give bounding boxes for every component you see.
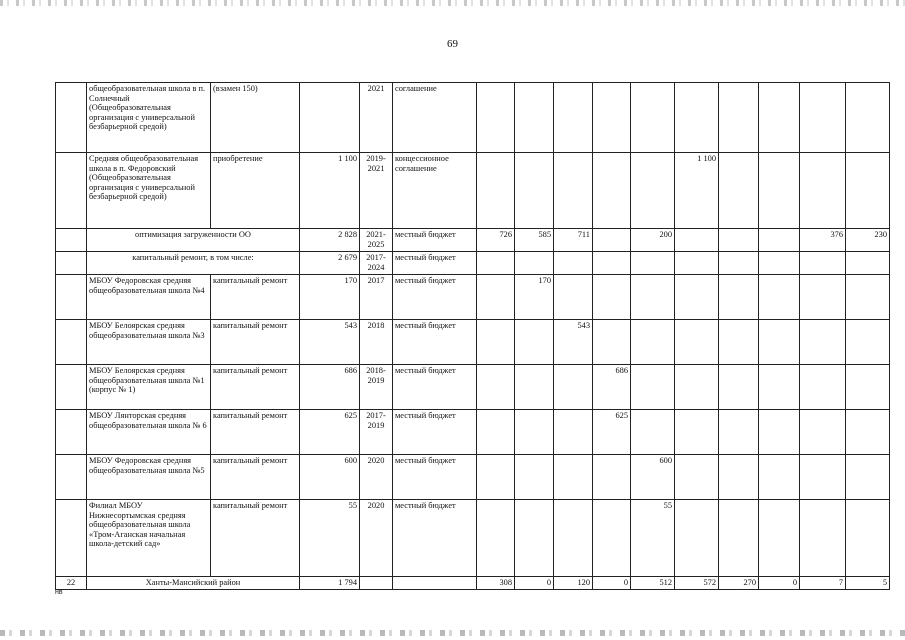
year-value-cell <box>719 455 759 500</box>
year-value-cell <box>593 252 631 275</box>
years-cell: 2019-2021 <box>360 153 393 229</box>
funding-source-cell: местный бюджет <box>393 252 477 275</box>
amount-cell: 625 <box>300 410 360 455</box>
table-row <box>56 410 890 455</box>
years-cell: 2021 <box>360 83 393 153</box>
year-value-cell <box>477 455 515 500</box>
scan-edge-bottom <box>0 630 905 636</box>
year-value-cell <box>800 500 846 577</box>
year-value-cell <box>593 320 631 365</box>
row-number-cell <box>56 500 87 577</box>
year-value-cell <box>631 252 675 275</box>
amount-cell: 1 100 <box>300 153 360 229</box>
table-row <box>56 320 890 365</box>
year-value-cell <box>554 410 593 455</box>
year-value-cell <box>759 83 800 153</box>
year-value-cell <box>477 320 515 365</box>
funding-source-cell: концессионное соглашение <box>393 153 477 229</box>
object-name-cell: МБОУ Федоровская средняя общеобразовательная школа №5 <box>87 455 211 500</box>
year-value-cell <box>631 275 675 320</box>
year-value-cell: 585 <box>515 229 554 252</box>
year-value-cell <box>554 365 593 410</box>
year-value-cell: 726 <box>477 229 515 252</box>
year-value-cell: 270 <box>719 577 759 590</box>
row-number-cell <box>56 153 87 229</box>
year-value-cell <box>675 455 719 500</box>
year-value-cell <box>554 252 593 275</box>
year-value-cell <box>759 229 800 252</box>
year-value-cell: 0 <box>759 577 800 590</box>
work-type-cell: приобретение <box>211 153 300 229</box>
funding-source-cell: местный бюджет <box>393 500 477 577</box>
year-value-cell <box>846 500 890 577</box>
year-value-cell <box>593 275 631 320</box>
year-value-cell <box>593 500 631 577</box>
year-value-cell: 0 <box>515 577 554 590</box>
year-value-cell <box>800 275 846 320</box>
year-value-cell: 1 100 <box>675 153 719 229</box>
amount-cell <box>300 83 360 153</box>
row-title-cell: капитальный ремонт, в том числе: <box>87 252 300 275</box>
table-row <box>56 275 890 320</box>
year-value-cell <box>477 252 515 275</box>
year-value-cell: 512 <box>631 577 675 590</box>
work-type-cell: капитальный ремонт <box>211 500 300 577</box>
year-value-cell <box>846 455 890 500</box>
year-value-cell: 200 <box>631 229 675 252</box>
year-value-cell <box>719 365 759 410</box>
year-value-cell <box>675 229 719 252</box>
year-value-cell <box>477 500 515 577</box>
amount-cell: 1 794 <box>300 577 360 590</box>
year-value-cell <box>477 153 515 229</box>
row-number-cell <box>56 252 87 275</box>
years-cell: 2020 <box>360 500 393 577</box>
work-type-cell: капитальный ремонт <box>211 320 300 365</box>
years-cell: 2017-2024 <box>360 252 393 275</box>
funding-source-cell <box>393 577 477 590</box>
year-value-cell <box>759 410 800 455</box>
table-row <box>56 83 890 153</box>
year-value-cell <box>759 365 800 410</box>
year-value-cell <box>719 275 759 320</box>
year-value-cell <box>719 410 759 455</box>
row-title-cell: оптимизация загруженности ОО <box>87 229 300 252</box>
year-value-cell: 625 <box>593 410 631 455</box>
year-value-cell <box>800 83 846 153</box>
year-value-cell <box>675 275 719 320</box>
year-value-cell <box>515 320 554 365</box>
row-number-cell <box>56 275 87 320</box>
row-number-cell <box>56 365 87 410</box>
table-row <box>56 153 890 229</box>
object-name-cell: Филиал МБОУ Нижнесортымская средняя общеобразовательная школа «Тром-Аганская начальная школа-детский сад» <box>87 500 211 577</box>
row-number-cell <box>56 229 87 252</box>
year-value-cell <box>515 83 554 153</box>
year-value-cell <box>800 410 846 455</box>
year-value-cell <box>554 83 593 153</box>
year-value-cell: 376 <box>800 229 846 252</box>
year-value-cell <box>719 252 759 275</box>
work-type-cell: капитальный ремонт <box>211 455 300 500</box>
year-value-cell <box>593 229 631 252</box>
year-value-cell: 230 <box>846 229 890 252</box>
amount-cell: 600 <box>300 455 360 500</box>
amount-cell: 2 679 <box>300 252 360 275</box>
year-value-cell <box>593 83 631 153</box>
row-number-cell <box>56 410 87 455</box>
funding-source-cell: соглашение <box>393 83 477 153</box>
year-value-cell <box>515 252 554 275</box>
year-value-cell <box>846 320 890 365</box>
year-value-cell <box>554 153 593 229</box>
year-value-cell <box>719 83 759 153</box>
funding-source-cell: местный бюджет <box>393 320 477 365</box>
year-value-cell: 170 <box>515 275 554 320</box>
year-value-cell <box>675 410 719 455</box>
year-value-cell <box>800 252 846 275</box>
year-value-cell <box>477 410 515 455</box>
year-value-cell <box>675 320 719 365</box>
year-value-cell <box>759 252 800 275</box>
year-value-cell <box>800 455 846 500</box>
funding-source-cell: местный бюджет <box>393 229 477 252</box>
year-value-cell <box>759 153 800 229</box>
table-row <box>56 455 890 500</box>
footer-mark: нв <box>55 589 63 596</box>
table-row <box>56 500 890 577</box>
row-number-cell: 22 <box>56 577 87 590</box>
funding-source-cell: местный бюджет <box>393 455 477 500</box>
year-value-cell: 55 <box>631 500 675 577</box>
year-value-cell <box>515 365 554 410</box>
year-value-cell <box>631 410 675 455</box>
year-value-cell <box>846 410 890 455</box>
year-value-cell <box>515 500 554 577</box>
amount-cell: 2 828 <box>300 229 360 252</box>
year-value-cell <box>719 229 759 252</box>
year-value-cell <box>631 153 675 229</box>
object-name-cell: Средняя общеобразовательная школа в п. Федоровский (Общеобразовательная организация с универсальной безбарьерной средой) <box>87 153 211 229</box>
row-title-cell: Ханты-Мансийский район <box>87 577 300 590</box>
years-cell: 2018 <box>360 320 393 365</box>
year-value-cell: 7 <box>800 577 846 590</box>
row-number-cell <box>56 320 87 365</box>
year-value-cell <box>846 153 890 229</box>
year-value-cell <box>675 83 719 153</box>
row-number-cell <box>56 83 87 153</box>
year-value-cell <box>477 365 515 410</box>
year-value-cell <box>846 275 890 320</box>
table-row <box>56 252 890 275</box>
year-value-cell <box>719 500 759 577</box>
data-table <box>55 82 890 590</box>
year-value-cell: 120 <box>554 577 593 590</box>
years-cell: 2021-2025 <box>360 229 393 252</box>
year-value-cell <box>515 455 554 500</box>
year-value-cell <box>846 252 890 275</box>
year-value-cell <box>515 153 554 229</box>
table-row <box>56 365 890 410</box>
year-value-cell <box>631 320 675 365</box>
funding-source-cell: местный бюджет <box>393 365 477 410</box>
year-value-cell <box>675 500 719 577</box>
year-value-cell <box>800 365 846 410</box>
years-cell: 2017 <box>360 275 393 320</box>
amount-cell: 686 <box>300 365 360 410</box>
years-cell: 2018-2019 <box>360 365 393 410</box>
year-value-cell: 711 <box>554 229 593 252</box>
year-value-cell <box>554 500 593 577</box>
page-number: 69 <box>447 38 458 50</box>
year-value-cell: 308 <box>477 577 515 590</box>
year-value-cell <box>800 320 846 365</box>
year-value-cell <box>846 83 890 153</box>
scan-edge-top <box>0 0 905 6</box>
years-cell: 2020 <box>360 455 393 500</box>
work-type-cell: (взамен 150) <box>211 83 300 153</box>
year-value-cell <box>631 83 675 153</box>
object-name-cell: МБОУ Федоровская средняя общеобразовательная школа №4 <box>87 275 211 320</box>
year-value-cell <box>675 252 719 275</box>
year-value-cell <box>477 275 515 320</box>
year-value-cell: 572 <box>675 577 719 590</box>
table-row <box>56 229 890 252</box>
work-type-cell: капитальный ремонт <box>211 275 300 320</box>
row-number-cell <box>56 455 87 500</box>
year-value-cell <box>675 365 719 410</box>
year-value-cell <box>593 455 631 500</box>
funding-source-cell: местный бюджет <box>393 410 477 455</box>
year-value-cell: 686 <box>593 365 631 410</box>
year-value-cell: 543 <box>554 320 593 365</box>
year-value-cell <box>759 455 800 500</box>
year-value-cell <box>631 365 675 410</box>
work-type-cell: капитальный ремонт <box>211 410 300 455</box>
year-value-cell <box>846 365 890 410</box>
year-value-cell: 0 <box>593 577 631 590</box>
funding-source-cell: местный бюджет <box>393 275 477 320</box>
year-value-cell <box>759 500 800 577</box>
year-value-cell <box>800 153 846 229</box>
year-value-cell <box>593 153 631 229</box>
year-value-cell <box>759 320 800 365</box>
object-name-cell: общеобразовательная школа в п. Солнечный (Общеобразовательная организация с универсальной безбарьерной средой) <box>87 83 211 153</box>
amount-cell: 170 <box>300 275 360 320</box>
amount-cell: 543 <box>300 320 360 365</box>
years-cell <box>360 577 393 590</box>
amount-cell: 55 <box>300 500 360 577</box>
work-type-cell: капитальный ремонт <box>211 365 300 410</box>
years-cell: 2017-2019 <box>360 410 393 455</box>
year-value-cell <box>719 320 759 365</box>
table-row <box>56 577 890 590</box>
year-value-cell <box>477 83 515 153</box>
year-value-cell: 600 <box>631 455 675 500</box>
object-name-cell: МБОУ Белоярская средняя общеобразовательная школа №3 <box>87 320 211 365</box>
year-value-cell <box>554 455 593 500</box>
year-value-cell <box>719 153 759 229</box>
year-value-cell <box>515 410 554 455</box>
year-value-cell <box>554 275 593 320</box>
year-value-cell <box>759 275 800 320</box>
object-name-cell: МБОУ Лянторская средняя общеобразовательная школа № 6 <box>87 410 211 455</box>
object-name-cell: МБОУ Белоярская средняя общеобразовательная школа №1 (корпус № 1) <box>87 365 211 410</box>
year-value-cell: 5 <box>846 577 890 590</box>
